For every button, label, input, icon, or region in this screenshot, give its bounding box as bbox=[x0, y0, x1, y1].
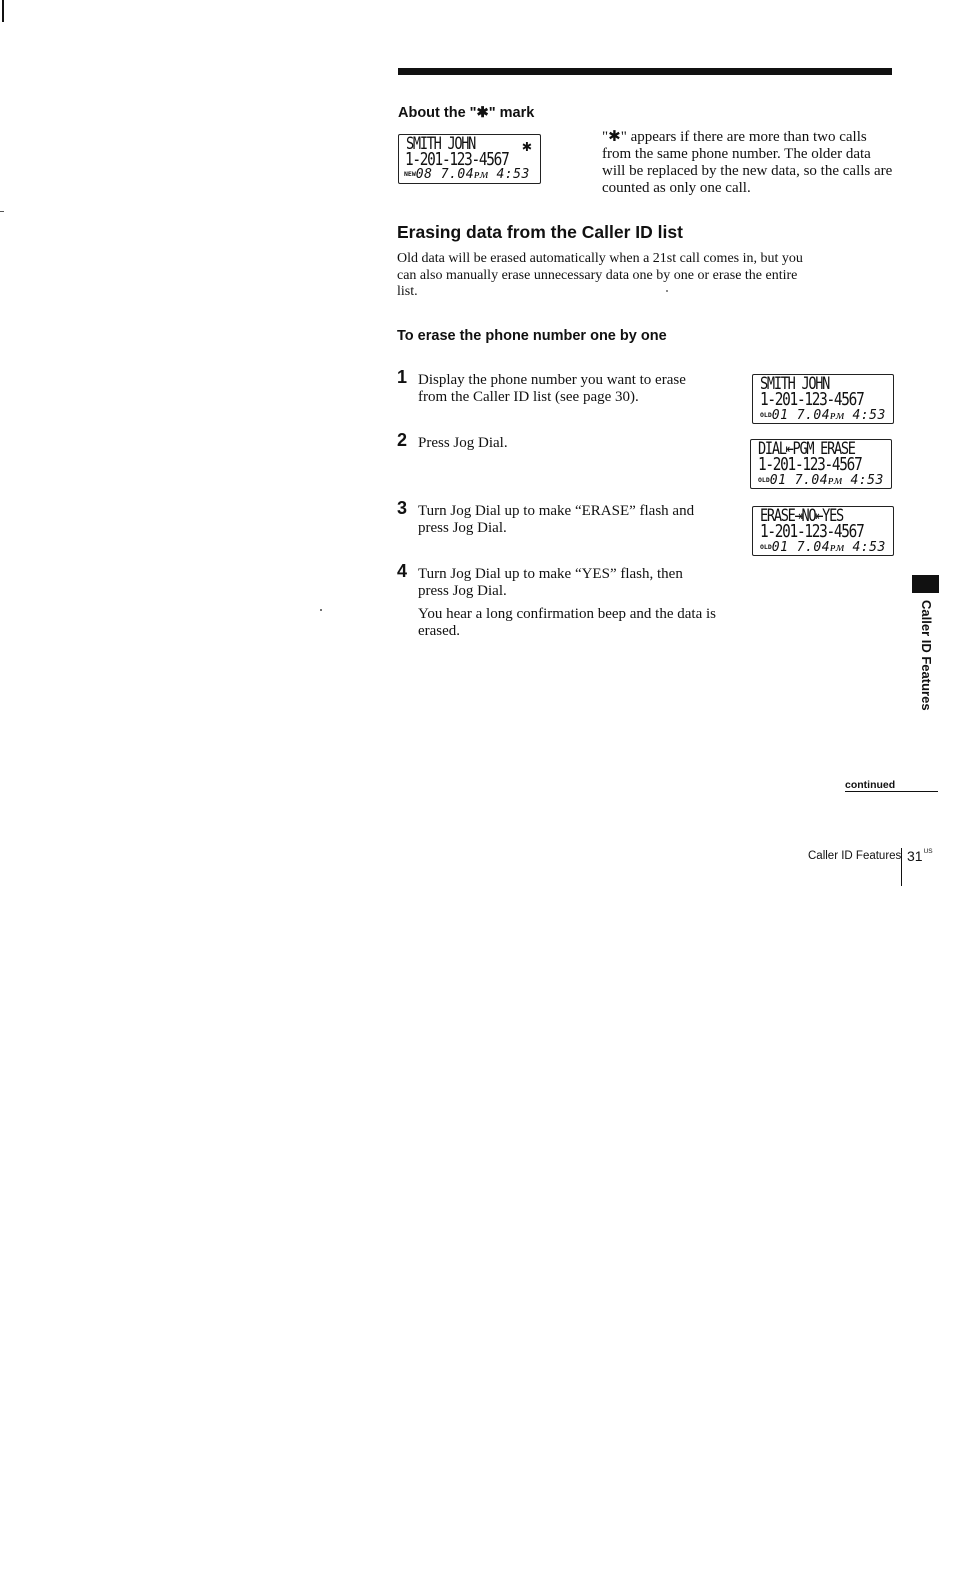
section-tab-marker bbox=[912, 575, 939, 593]
star-mark-icon: ✱ bbox=[522, 136, 532, 155]
lcd-status-tag: NEW bbox=[404, 170, 416, 178]
lcd-line3 bbox=[404, 168, 530, 181]
lcd-line1: SMITH JOHN bbox=[406, 134, 476, 154]
lcd-line1: ERASE⇥NO⇤YES bbox=[760, 506, 843, 526]
footer-divider bbox=[901, 848, 902, 886]
lcd-line2: 1-201-123-4567 bbox=[760, 389, 864, 410]
step-text: Turn Jog Dial up to make “YES” flash, then press Jog Dial. bbox=[418, 566, 683, 599]
lcd-date-time: 01 7.04ᴘᴍ 4:53 bbox=[771, 540, 886, 555]
lcd-status-tag: OLD bbox=[760, 411, 772, 419]
lcd-line1: DIAL⇤PGM ERASE bbox=[758, 439, 855, 459]
step-number: 2 bbox=[397, 430, 408, 450]
lcd-line3 bbox=[758, 474, 884, 487]
lcd-line2: 1-201-123-4567 bbox=[758, 454, 862, 475]
lcd-example-about bbox=[398, 134, 541, 184]
about-heading: About the "✱" mark bbox=[398, 105, 535, 121]
lcd-line1: SMITH JOHN bbox=[760, 374, 830, 394]
continued-label: continued bbox=[845, 779, 896, 791]
page-number-value: 31 bbox=[907, 848, 923, 864]
step-number: 4 bbox=[397, 561, 408, 581]
step-text: Display the phone number you want to erase from the Caller ID list (see page 30). bbox=[418, 372, 686, 405]
lcd-line3 bbox=[760, 541, 886, 554]
lcd-status-tag: OLD bbox=[758, 476, 770, 484]
lcd-status-tag: OLD bbox=[760, 543, 772, 551]
step-text: Turn Jog Dial up to make “ERASE” flash and press Jog Dial. bbox=[418, 503, 695, 536]
section-heading: Erasing data from the Caller ID list bbox=[397, 222, 683, 242]
step-text: Press Jog Dial. bbox=[418, 435, 508, 451]
lcd-date-time: 01 7.04ᴘᴍ 4:53 bbox=[769, 473, 884, 488]
edge-mark bbox=[2, 0, 4, 22]
page-suffix: US bbox=[923, 848, 933, 855]
step-number: 1 bbox=[397, 367, 408, 387]
page-number bbox=[907, 848, 933, 864]
lcd-line3 bbox=[760, 409, 886, 422]
lcd-display-step1 bbox=[752, 374, 894, 424]
continued-rule bbox=[845, 791, 938, 792]
stray-dot bbox=[320, 609, 322, 611]
about-description: "✱" appears if there are more than two calls from the same phone number. The older data will be replaced by the new data, so the calls are counted as only one call. bbox=[602, 129, 893, 196]
lcd-display-step3 bbox=[752, 506, 894, 556]
lcd-line2: 1-201-123-4567 bbox=[760, 521, 864, 542]
section-tab-label: Caller ID Features bbox=[919, 600, 934, 711]
edge-tick bbox=[0, 211, 4, 212]
lcd-display-step2 bbox=[750, 439, 892, 489]
section-intro: Old data will be erased automatically when a 21st call comes in, but you can also manually erase unnecessary data one by one or erase the entire list. bbox=[397, 251, 803, 299]
lcd-date-time: 01 7.04ᴘᴍ 4:53 bbox=[771, 408, 886, 423]
subheading: To erase the phone number one by one bbox=[397, 328, 667, 344]
lcd-line2: 1-201-123-4567 bbox=[405, 149, 509, 170]
footer-section: Caller ID Features bbox=[808, 850, 902, 862]
step-note: You hear a long confirmation beep and the data is erased. bbox=[418, 606, 716, 639]
step-number: 3 bbox=[397, 498, 408, 518]
top-rule bbox=[398, 68, 892, 75]
lcd-date-time: 08 7.04ᴘᴍ 4:53 bbox=[415, 167, 530, 182]
